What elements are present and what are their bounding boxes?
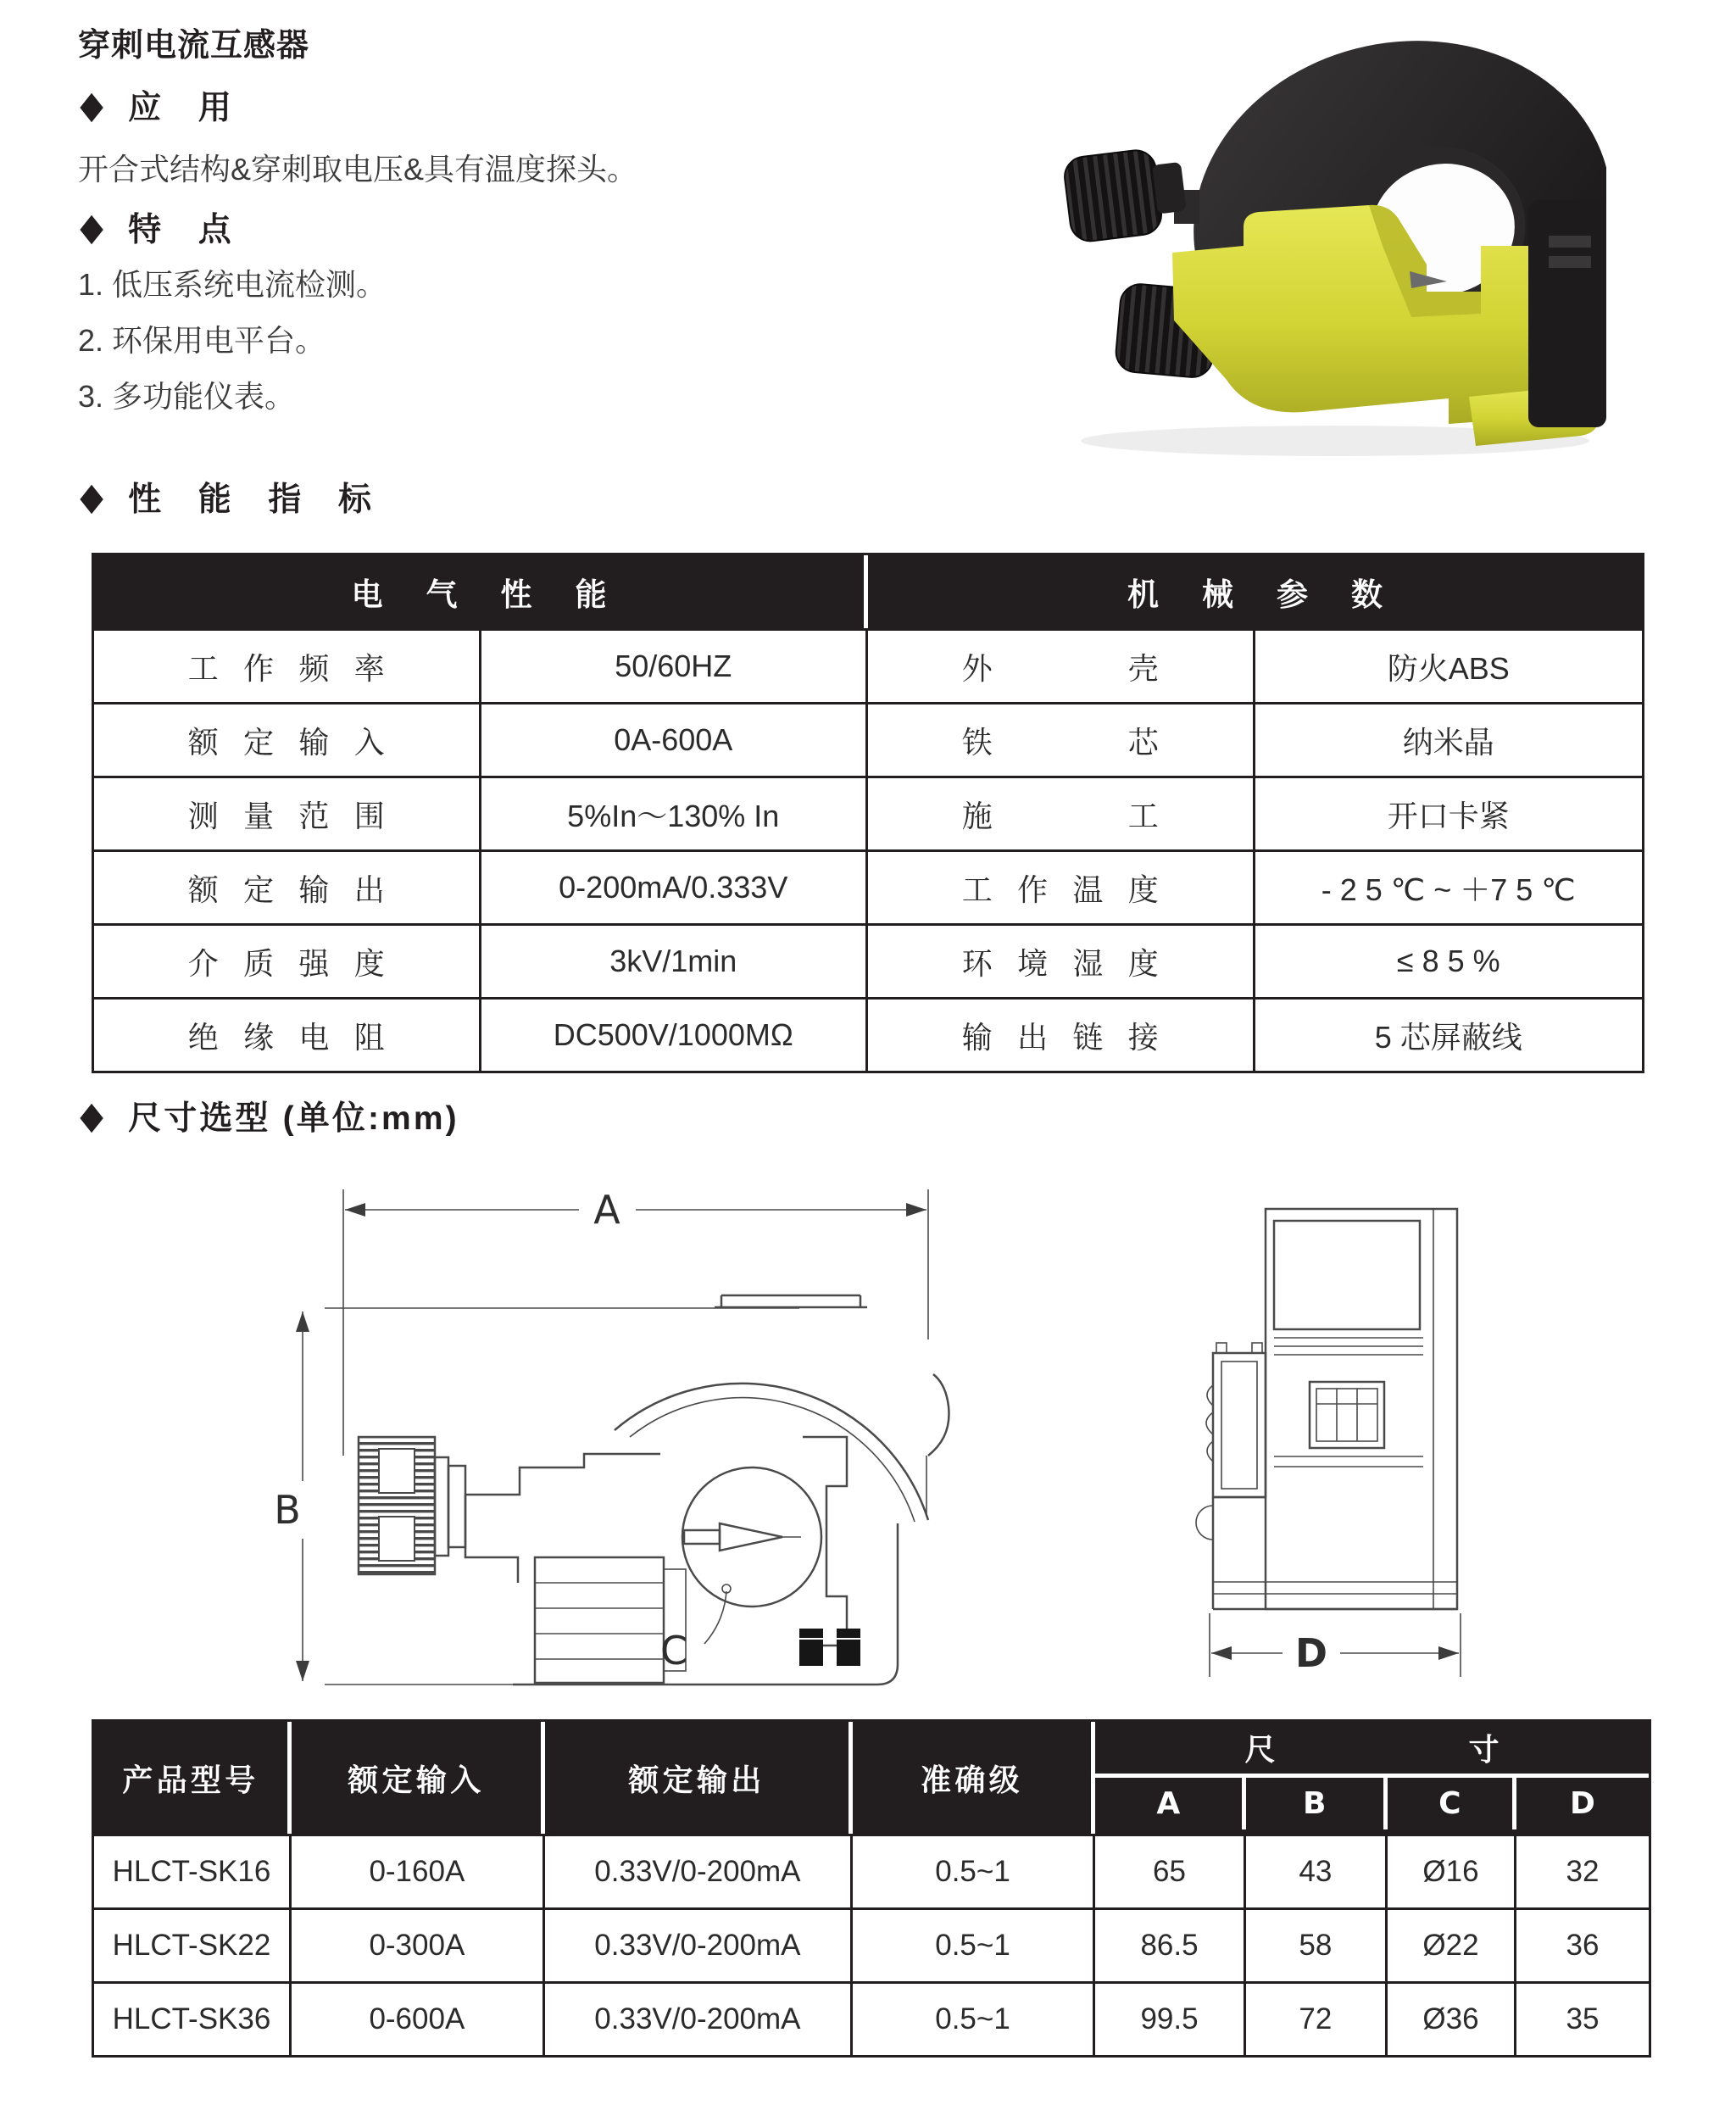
section-heading-label: 特 点 [128,212,246,248]
model-header-model: 产品型号 [94,1722,292,1834]
dim-a-cell: 86.5 [1095,1910,1246,1981]
dimension-drawing-front-view [250,1157,988,1704]
dim-label-d: D [1294,1630,1328,1676]
spec-row [94,702,1642,776]
input-cell: 0-160A [292,1836,545,1907]
diamond-bullet-icon: ◆ [81,207,103,248]
dim-label-b: B [274,1487,301,1533]
output-cell: 0.33V/0-200mA [545,1836,853,1907]
model-selection-table [92,1719,1651,2058]
model-header-input: 额定输入 [292,1722,545,1834]
spec-label: 测量范围 [187,798,385,833]
model-header-dim-c: C [1388,1778,1516,1829]
spec-row [94,923,1642,997]
spec-value: 防火ABS [1387,650,1510,686]
spec-label: 绝缘电阻 [187,1019,385,1055]
spec-value: 3kV/1min [481,926,869,997]
spec-value: DC500V/1000MΩ [481,1000,869,1071]
dim-b-cell: 72 [1246,1984,1388,2055]
model-table-row [94,1834,1649,1907]
model-header-dim-a: A [1095,1778,1246,1829]
spec-row [94,776,1642,849]
spec-value: 0A-600A [481,704,869,776]
spec-label: 铁芯 [961,724,1159,760]
dim-d-cell: 32 [1566,1855,1600,1888]
spec-label: 工作温度 [961,872,1159,907]
model-header-size: 尺寸 [1095,1722,1649,1778]
dim-b-cell: 58 [1246,1910,1388,1981]
spec-value: 开口卡紧 [1387,798,1510,833]
dim-d-cell: 35 [1566,2002,1600,2035]
dim-c-cell: Ø22 [1388,1910,1516,1981]
section-heading-label: 尺寸选型 (单位:mm) [128,1100,459,1137]
model-table-header [94,1722,1649,1834]
spec-value: 5%In～130% In [481,778,869,849]
spec-header-electrical: 电 气 性 能 [94,555,868,628]
dim-a-cell: 99.5 [1095,1984,1246,2055]
model-header-dim-b: B [1246,1778,1388,1829]
spec-value: 5 芯屏蔽线 [1374,1019,1522,1055]
spec-label: 额定输出 [187,872,385,907]
section-heading-application [81,81,245,129]
output-cell: 0.33V/0-200mA [545,1910,853,1981]
model-table-row [94,1907,1649,1981]
spec-value: - 2 5 ℃ ~ ＋7 5 ℃ [1321,872,1576,907]
dim-d-cell: 36 [1566,1929,1600,1962]
model-header-output: 额定输出 [545,1722,853,1834]
model-cell: HLCT-SK22 [94,1910,292,1981]
model-header-dim-d: D [1569,1786,1595,1821]
input-cell: 0-300A [292,1910,545,1981]
model-cell: HLCT-SK36 [94,1984,292,2055]
section-heading-dimensions [81,1092,459,1139]
product-photo [1047,34,1606,458]
dimension-drawing-side-view [1132,1185,1500,1694]
application-description: 开合式结构&穿刺取电压&具有温度探头。 [78,152,638,187]
dim-label-c: C [659,1628,688,1673]
feature-item: 3. 多功能仪表。 [78,379,296,414]
spec-row [94,628,1642,702]
spec-label: 环境湿度 [961,945,1159,981]
dim-b-cell: 43 [1246,1836,1388,1907]
section-heading-performance [81,473,385,521]
output-cell: 0.33V/0-200mA [545,1984,853,2055]
model-header-accuracy: 准确级 [853,1722,1095,1834]
spec-label: 工作频率 [187,650,385,686]
page-title: 穿刺电流互感器 [78,28,310,64]
diamond-bullet-icon: ◆ [81,476,103,517]
model-cell: HLCT-SK16 [94,1836,292,1907]
spec-row [94,997,1642,1071]
accuracy-cell: 0.5~1 [853,1910,1095,1981]
spec-value: 纳米晶 [1402,724,1494,760]
spec-header-mechanical: 机 械 参 数 [1127,577,1400,612]
spec-value: 50/60HZ [481,631,869,702]
dim-c-cell: Ø36 [1388,1984,1516,2055]
dim-label-a: A [593,1187,620,1233]
feature-item: 2. 环保用电平台。 [78,323,326,358]
section-heading-label: 性 能 指 标 [128,482,386,518]
feature-item: 1. 低压系统电流检测。 [78,267,387,302]
spec-label: 输出链接 [961,1019,1159,1055]
model-table-row [94,1981,1649,2055]
performance-spec-table [92,553,1644,1073]
spec-label: 介质强度 [187,945,385,981]
accuracy-cell: 0.5~1 [853,1836,1095,1907]
spec-row [94,849,1642,923]
diamond-bullet-icon: ◆ [81,85,103,125]
spec-label: 外壳 [961,650,1159,686]
spec-table-header-row [94,555,1642,628]
dim-a-cell: 65 [1095,1836,1246,1907]
diamond-bullet-icon: ◆ [81,1095,103,1136]
spec-label: 施工 [961,798,1159,833]
model-header-size-group [1095,1722,1649,1834]
spec-value: 0-200mA/0.333V [481,852,869,923]
input-cell: 0-600A [292,1984,545,2055]
section-heading-label: 应 用 [128,90,246,126]
dim-c-cell: Ø16 [1388,1836,1516,1907]
spec-label: 额定输入 [187,724,385,760]
spec-value: ≤ 8 5 % [1396,944,1500,978]
section-heading-features [81,203,245,251]
accuracy-cell: 0.5~1 [853,1984,1095,2055]
